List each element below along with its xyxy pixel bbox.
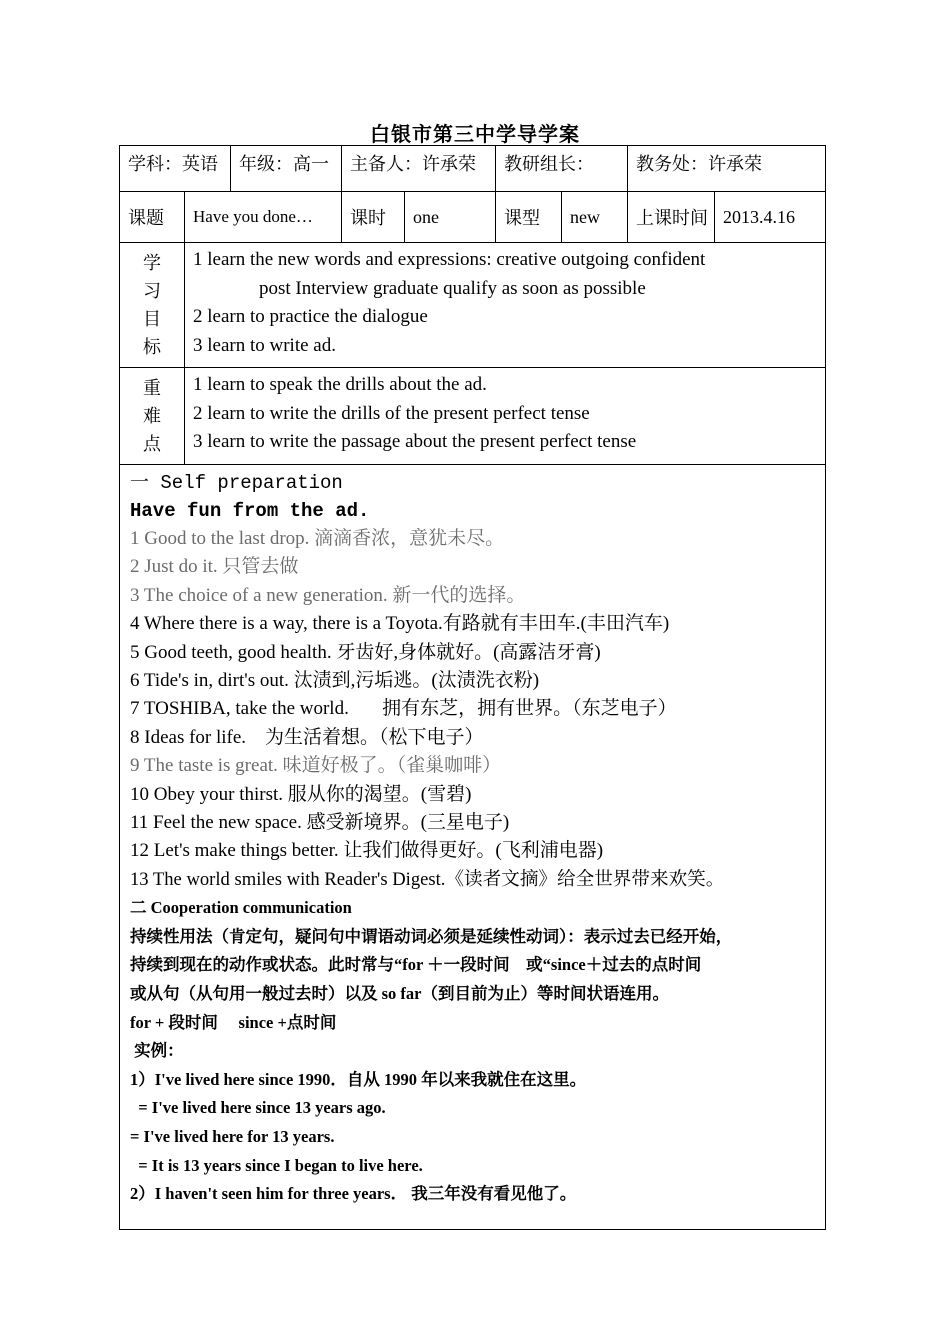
grammar-line: for + 段时间 since +点时间 [130,1012,337,1032]
ad-line: 1 Good to the last drop. 滴滴香浓，意犹未尽。 [130,528,505,549]
ad-line: 6 Tide's in, dirt's out. 汰渍到,污垢逃。(汰渍洗衣粉) [130,670,540,692]
page-title: 白银市第三中学导学案 [370,124,580,146]
key-point-line: 3 learn to write the passage about the present perfect tense [193,431,637,452]
objective-line: post Interview graduate qualify as soon as possible [259,277,646,299]
research-leader-cell: 教研组长： [496,146,628,192]
grade-cell: 年级：高一 [231,146,342,192]
objectives-content [185,243,826,368]
preparer-cell: 主备人：许承荣 [342,146,496,192]
grammar-line: = I've lived here since 13 years ago. [130,1098,386,1118]
grammar-line: = It is 13 years since I began to live here. [130,1155,423,1175]
type-label: 课型 [496,192,562,243]
main-content [120,465,826,1230]
ad-line: 9 The taste is great. 味道好极了。（雀巢咖啡） [130,755,502,777]
objectives-label-char: 习 [143,281,161,301]
section1-subtitle: Have fun from the ad. [130,500,370,522]
objective-line: 2 learn to practice the dialogue [193,306,428,327]
period-value: one [405,192,496,243]
section2-title: 二 Cooperation communication [130,898,352,918]
objectives-label [120,243,185,368]
key-point-line: 1 learn to speak the drills about the ad. [193,374,487,395]
key-point-line: 2 learn to write the drills of the present perfect tense [193,402,590,424]
objectives-label-char: 学 [143,253,161,273]
key-points-content [185,368,826,465]
key-points-label-char: 重 [143,378,161,398]
ad-line: 2 Just do it. 只管去做 [130,556,299,578]
ad-line: 11 Feel the new space. 感受新境界。(三星电子) [130,812,510,834]
grammar-line: 持续到现在的动作或状态。此时常与“for ＋一段时间 或“since＋过去的点时间 [130,955,702,975]
ad-line: 8 Ideas for life. 为生活着想。（松下电子） [130,726,484,748]
date-value: 2013.4.16 [715,192,826,243]
key-points-label [120,368,185,465]
academic-office-cell: 教务处：许承荣 [628,146,826,192]
grammar-line: 持续性用法（肯定句，疑问句中谓语动词必须是延续性动词）：表示过去已经开始， [130,926,733,946]
date-label: 上课时间 [628,192,715,243]
key-points-label-char: 点 [143,434,161,454]
ad-line: 4 Where there is a way, there is a Toyota.有路就有丰田车.(丰田汽车) [130,613,670,635]
topic-value: Have you done… [185,192,342,243]
objective-line: 1 learn the new words and expressions: creative outgoing confident [193,249,706,270]
ad-line: 12 Let's make things better. 让我们做得更好。(飞利浦电器) [130,840,604,862]
objectives-label-char: 目 [143,309,161,329]
grammar-line: = I've lived here for 13 years. [130,1127,335,1147]
ad-line: 5 Good teeth, good health. 牙齿好,身体就好。(高露洁牙膏) [130,641,601,663]
period-label: 课时 [342,192,405,243]
section1-title: 一 Self preparation [130,472,343,494]
grammar-line: 2）I haven't seen him for three years． 我三年没有看见他了。 [130,1184,577,1204]
ad-line: 13 The world smiles with Reader's Digest.《读者文摘》给全世界带来欢笑。 [130,868,725,890]
type-value: new [562,192,628,243]
grammar-line: 实例： [130,1041,184,1061]
key-points-label-char: 难 [143,406,161,426]
objectives-label-char: 标 [143,337,161,357]
topic-label: 课题 [120,192,185,243]
objective-line: 3 learn to write ad. [193,334,336,356]
grammar-line: 或从句（从句用一般过去时）以及 so far（到目前为止）等时间状语连用。 [130,984,669,1004]
ad-line: 10 Obey your thirst. 服从你的渴望。(雪碧) [130,783,472,805]
ad-line: 3 The choice of a new generation. 新一代的选择。 [130,584,526,606]
grammar-line: 1）I've lived here since 1990．自从 1990 年以来我就住在这里。 [130,1069,587,1089]
lesson-plan-table [119,145,826,1230]
ad-line: 7 TOSHIBA, take the world. 拥有东芝，拥有世界。（东芝电子） [130,698,677,720]
subject-cell: 学科：英语 [120,146,231,192]
